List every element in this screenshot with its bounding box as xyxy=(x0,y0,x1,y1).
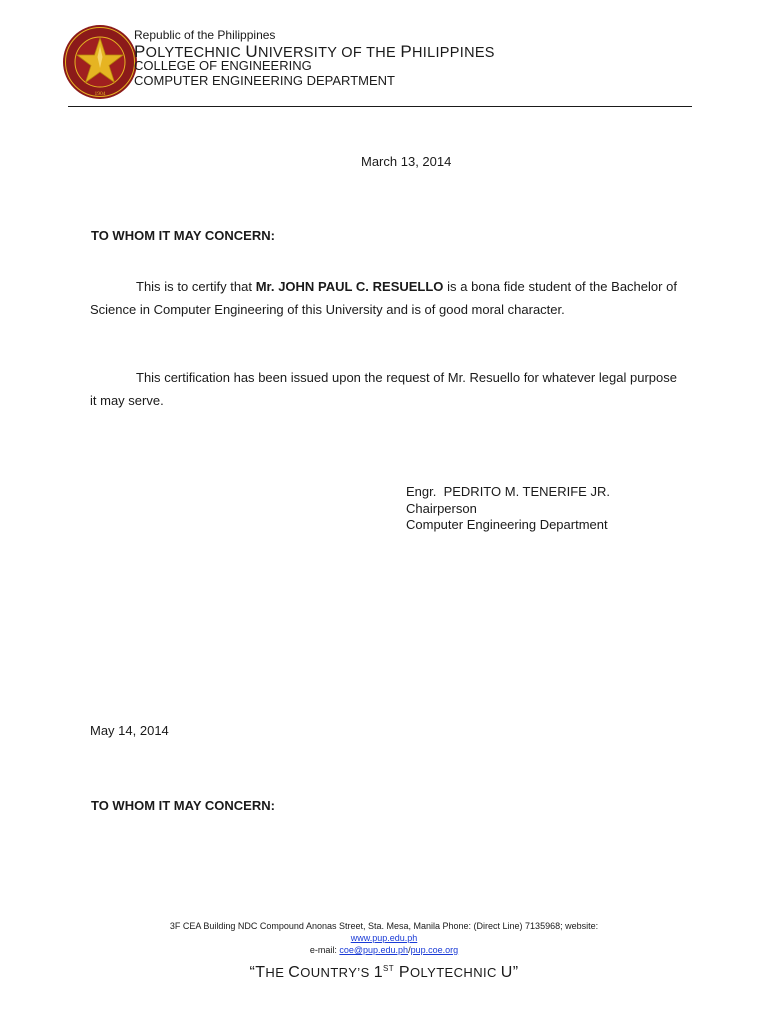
header-department: COMPUTER ENGINEERING DEPARTMENT xyxy=(134,73,395,88)
motto-part: OUNTRY’S xyxy=(300,965,374,980)
footer-email-link[interactable]: coe@pup.edu.ph xyxy=(339,945,409,955)
signatory-department: Computer Engineering Department xyxy=(406,517,608,532)
seal-year: 1904 xyxy=(94,91,106,97)
motto-part: HE xyxy=(265,965,289,980)
footer-email-separator: / xyxy=(408,945,411,955)
footer-contact xyxy=(0,920,768,956)
motto-part: U xyxy=(500,964,513,981)
footer-email-label: e-mail: xyxy=(309,945,340,955)
motto-part: OLYTECHNIC xyxy=(409,965,501,980)
motto-part: C xyxy=(288,964,301,981)
p1-before: This is to certify that xyxy=(136,279,256,294)
student-name: Mr. JOHN PAUL C. RESUELLO xyxy=(255,279,444,294)
signatory-title: Chairperson xyxy=(406,500,477,516)
header-college: COLLEGE OF ENGINEERING xyxy=(134,58,312,73)
letter-paragraph-1 xyxy=(90,275,677,321)
p1-after: is a bona fide student of the Bachelor of Science in Computer Engineering of this University and is of good moral character. xyxy=(90,279,678,317)
motto-part: 1 xyxy=(373,964,383,981)
letter-date: March 13, 2014 xyxy=(361,154,452,169)
letter-paragraph-2 xyxy=(90,366,677,412)
motto-part: ” xyxy=(512,964,519,981)
header-university: POLYTECHNIC UNIVERSITY OF THE PHILIPPINES xyxy=(134,42,495,61)
signature-block xyxy=(406,484,610,534)
letter2-salutation: TO WHOM IT MAY CONCERN: xyxy=(91,798,275,813)
p2-text: This certification has been issued upon the request of Mr. Resuello for whatever legal purpose it may serve. xyxy=(90,370,677,408)
header-divider xyxy=(68,106,692,107)
motto-part: P xyxy=(394,964,410,981)
university-seal-logo xyxy=(62,24,138,100)
footer-motto xyxy=(0,965,768,981)
motto-part: “T xyxy=(249,964,266,981)
footer-site2-link[interactable]: pup.coe.org xyxy=(410,945,459,955)
letter-salutation: TO WHOM IT MAY CONCERN: xyxy=(91,228,275,243)
motto-part: ST xyxy=(383,964,395,973)
footer-website-link[interactable]: www.pup.edu.ph xyxy=(350,933,418,943)
footer-address: 3F CEA Building NDC Compound Anonas Street, Sta. Mesa, Manila Phone: (Direct Line) 7135968; website: xyxy=(169,921,599,931)
signatory-name: Engr. PEDRITO M. TENERIFE JR. xyxy=(406,484,610,499)
letter2-date: May 14, 2014 xyxy=(90,723,169,738)
header-republic: Republic of the Philippines xyxy=(134,28,276,42)
